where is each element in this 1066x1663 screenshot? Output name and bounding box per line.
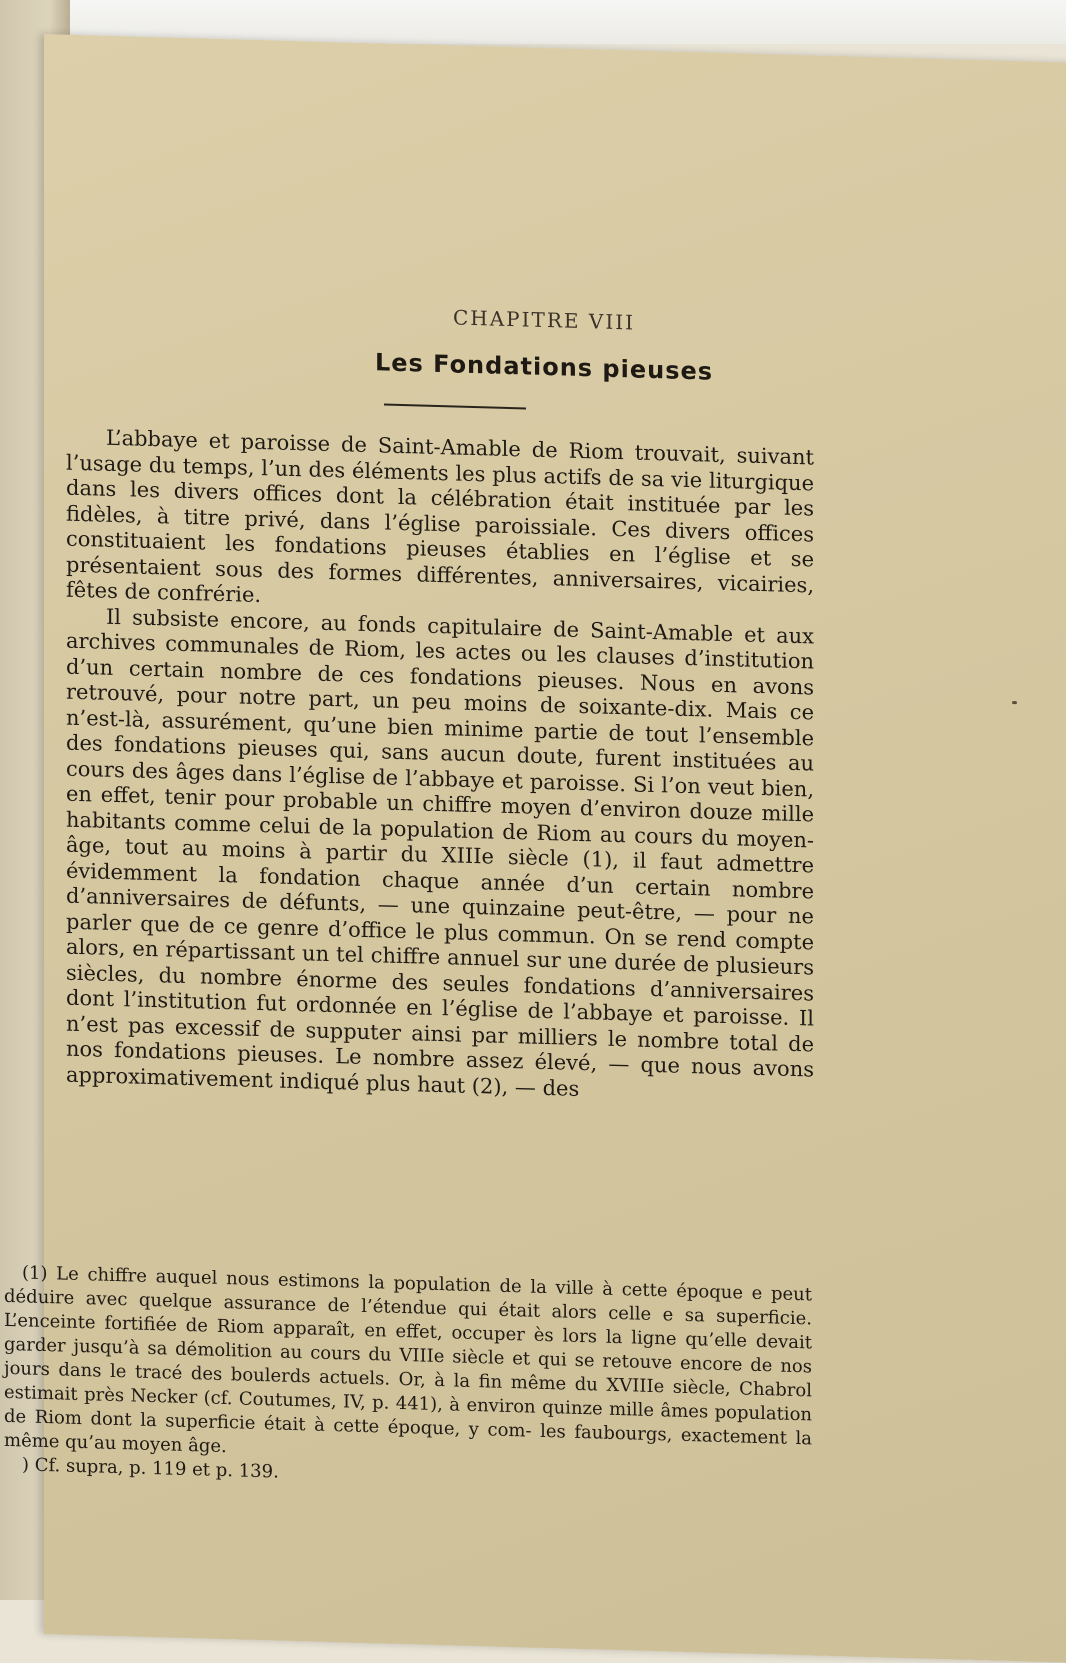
footnote: ) Cf. supra, p. 119 et p. 139. bbox=[22, 1454, 279, 1483]
chapter-heading: CHAPITRE VIII bbox=[452, 305, 636, 335]
body-text bbox=[66, 425, 814, 1109]
book-page bbox=[4, 34, 1066, 1663]
ink-spot bbox=[1012, 701, 1017, 704]
page-title: Les Fondations pieuses bbox=[374, 348, 714, 386]
footnotes bbox=[4, 1261, 812, 1500]
footnote: (1) Le chiffre auquel nous estimons la population de la ville à cette époque e peut déduire avec quelque assurance de l’étendue qui était alors celle e sa superficie. L’enceinte fortifiée de Riom apparaît, en effet, occuper ès lors la ligne qu’elle devait garder jusqu’à sa démolition au cours du VIIIe siècle et qui se retouve encore de nos jours dans le tracé des boulerds actuels. Or, à la fin même du XVIIIe siècle, Chabrol estimait près Necker (cf. Coutumes, IV, p. 441), à environ quinze mille âmes population de Riom dont la superficie était à cette époque, y com- les faubourgs, exactement la même qu’au moyen âge. bbox=[4, 1262, 812, 1458]
paragraph: L’abbaye et paroisse de Saint-Amable de Riom trouvait, suivant l’usage du temps, l’un des éléments les plus actifs de sa vie liturgique dans les divers offices dont la célébration était instituée par les fidèles, à titre privé, dans l’église paroissiale. Ces divers offices constituaient les fondations pieuses établies en l’église et se présentaient sous des formes différentes, anniversaires, vicairies, fêtes de confrérie. bbox=[66, 425, 814, 608]
title-divider bbox=[384, 403, 526, 409]
paragraph: Il subsiste encore, au fonds capitulaire de Saint-Amable et aux archives communales de Riom, les actes ou les clauses d’institution d’un certain nombre de ces fondations pieuses. Nous en avons retrouvé, pour notre part, un peu moins de soixante-dix. Mais ce n’est-là, assurément, qu’une bien minime partie de tout l’ensemble des fondations pieuses qui, sans aucun doute, furent instituées au cours des âges dans l’église de l’abbaye et paroisse. Si l’on veut bien, en effet, tenir pour probable un chiffre moyen d’environ douze mille habitants comme celui de la population de Riom au cours du moyen-âge, tout au moins à partir du XIIIe siècle (1), il faut admettre évidemment la fondation chaque année d’un certain nombre d’anniversaires de défunts, — une quinzaine peut-être, — pour ne parler que de ce genre d’office le plus commun. On se rend compte alors, en répartissant un tel chiffre annuel sur une durée de plusieurs siècles, du nombre énorme des seules fondations d’anniversaires dont l’institution fut ordonnée en l’église de l’abbaye et paroisse. Il n’est pas excessif de supputer ainsi par milliers le nombre total de nos fondations pieuses. Le nombre assez élevé, — que nous avons approximativement indiqué plus haut (2), — des bbox=[66, 604, 814, 1101]
